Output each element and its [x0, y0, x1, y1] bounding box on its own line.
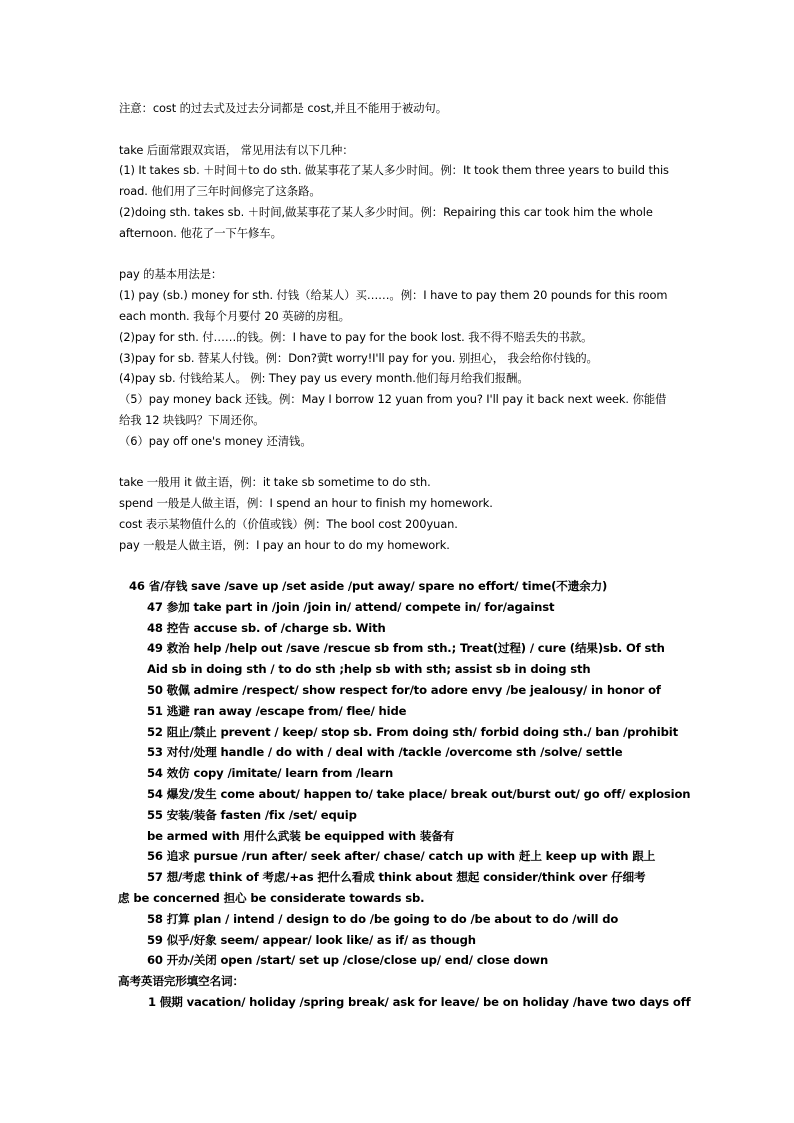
vocab-line: 50 敬佩 admire /respect/ show respect for/to adore envy /be jealousy/ in honor of [147, 682, 661, 697]
text-line: take 一般用 it 做主语，例：it take sb sometime to do sth. [119, 475, 431, 490]
text-line: road. 他们用了三年时间修完了这条路。 [119, 184, 321, 199]
vocab-line: 53 对付/处理 handle / do with / deal with /tackle /overcome sth /solve/ settle [147, 745, 623, 760]
vocab-line: 1 假期 vacation/ holiday /spring break/ ask for leave/ be on holiday /have two days off [148, 994, 691, 1009]
vocab-line: 48 控告 accuse sb. of /charge sb. With [147, 620, 386, 635]
text-line: pay 的基本用法是： [119, 267, 223, 282]
vocab-line: 51 逃避 ran away /escape from/ flee/ hide [147, 703, 407, 718]
vocab-line: 60 开办/关闭 open /start/ set up /close/close up/ end/ close down [147, 953, 549, 968]
text-line: afternoon. 他花了一下午修车。 [119, 225, 282, 240]
text-line: （5）pay money back 还钱。例：May I borrow 12 yuan from you? I'll pay it back next week. 你能借 [119, 392, 667, 407]
text-line: (3)pay for sb. 替某人付钱。例：Don?蔩t worry!I'll pay for you. 别担心， 我会给你付钱的。 [119, 350, 598, 365]
text-line: take 后面常跟双宾语， 常见用法有以下几种： [119, 142, 354, 157]
vocab-line: 54 效仿 copy /imitate/ learn from /learn [147, 766, 394, 781]
vocab-line: 58 打算 plan / intend / design to do /be going to do /be about to do /will do [147, 911, 619, 926]
vocab-line: 52 阻止/禁止 prevent / keep/ stop sb. From doing sth/ forbid doing sth./ ban /prohibit [147, 724, 678, 739]
text-line: 给我 12 块钱吗？下周还你。 [119, 412, 265, 427]
vocab-line: Aid sb in doing sth / to do sth ;help sb with sth; assist sb in doing sth [147, 662, 591, 677]
text-line: spend 一般是人做主语，例：I spend an hour to finish my homework. [119, 496, 493, 511]
text-line: (1) pay (sb.) money for sth. 付钱（给某人）买……。例：I have to pay them 20 pounds for this room [119, 288, 668, 303]
blank-line [119, 244, 694, 265]
blank-line [119, 452, 694, 473]
text-line: （6）pay off one's money 还清钱。 [119, 433, 312, 448]
vocab-line: 47 参加 take part in /join /join in/ attend/ compete in/ for/against [147, 599, 555, 614]
text-line: cost 表示某物值什么的（价值或钱）例：The bool cost 200yuan. [119, 516, 458, 531]
text-line: (2)doing sth. takes sb. ＋时间,做某事花了某人多少时间。例：Repairing this car took him the whole [119, 204, 653, 219]
text-line: each month. 我每个月要付 20 英磅的房租。 [119, 308, 350, 323]
vocab-line: 49 救治 help /help out /save /rescue sb from sth.; Treat(过程) / cure (结果)sb. Of sth [147, 641, 665, 656]
vocab-line: 59 似乎/好象 seem/ appear/ look like/ as if/ as though [147, 932, 476, 947]
text-line: (1) It takes sb. ＋时间＋to do sth. 做某事花了某人多少时间。例：It took them three years to build this [119, 163, 669, 178]
vocab-line: 57 想/考虑 think of 考虑/+as 把什么看成 think about 想起 consider/think over 仔细考 [147, 870, 646, 885]
vocab-line: 54 爆发/发生 come about/ happen to/ take place/ break out/burst out/ go off/ explosion [147, 786, 691, 801]
vocab-line: 46 省/存钱 save /save up /set aside /put away/ spare no effort/ time(不遗余力) [129, 579, 608, 593]
text-line: (2)pay for sth. 付……的钱。例：I have to pay for the book lost. 我不得不赔丢失的书款。 [119, 329, 593, 344]
vocabulary-list-section [118, 576, 698, 1013]
blank-line [119, 119, 694, 140]
vocab-line: 高考英语完形填空名词： [118, 974, 244, 989]
text-line: 注意：cost 的过去式及过去分词都是 cost,并且不能用于被动句。 [119, 101, 448, 115]
usage-notes-section [119, 98, 694, 556]
text-line: (4)pay sb. 付钱给某人。 例: They pay us every month.他们每月给我们报酬。 [119, 371, 529, 386]
vocab-line: 56 追求 pursue /run after/ seek after/ chase/ catch up with 赶上 keep up with 跟上 [147, 849, 656, 864]
vocab-line: 虑 be concerned 担心 be considerate towards sb. [118, 890, 425, 905]
vocab-line: 55 安装/装备 fasten /fix /set/ equip [147, 807, 357, 822]
vocab-line: be armed with 用什么武装 be equipped with 装备有 [147, 828, 455, 843]
text-line: pay 一般是人做主语，例：I pay an hour to do my homework. [119, 537, 450, 552]
